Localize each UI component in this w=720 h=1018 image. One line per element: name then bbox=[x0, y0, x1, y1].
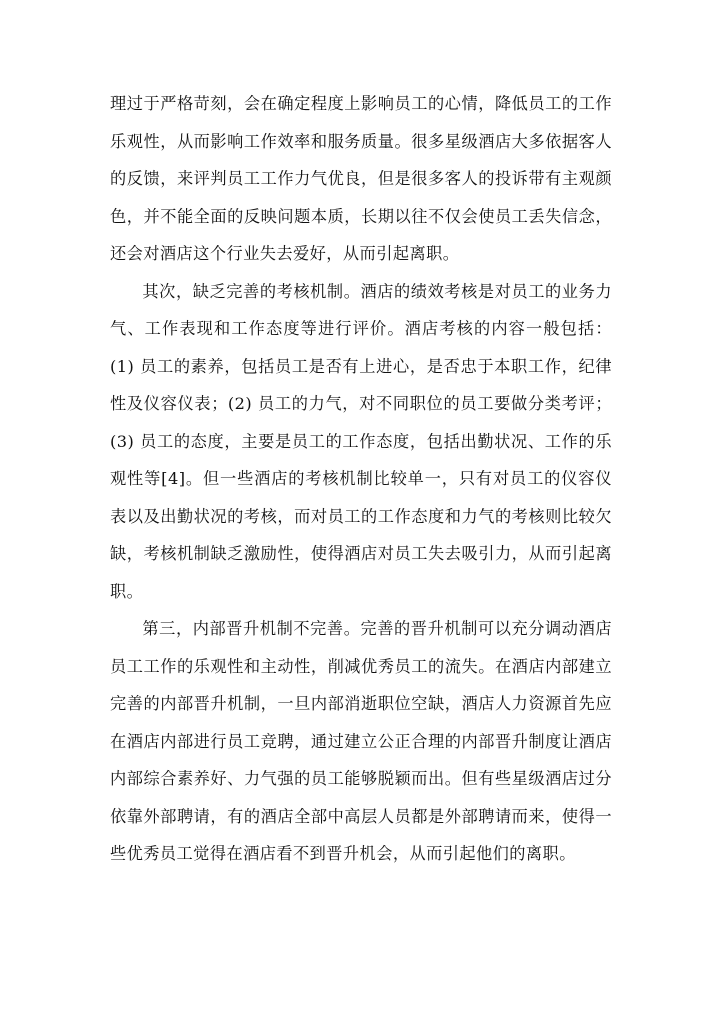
paragraph-assessment-mechanism: 其次，缺乏完善的考核机制。酒店的绩效考核是对员工的业务力气、工作表现和工作态度等进行评价。酒店考核的内容一般包括：(1) 员工的素养，包括员工是否有上进心，是否忠于本职工作，纪律性及仪容仪表；(2) 员工的力气，对不同职位的员工要做分类考评；(3) 员工的态度，主要是员工的工作态度，包括出勤状况、工作的乐观性等[4]。但一些酒店的考核机制比较单一，只有对员工的仪容仪表以及出勤状况的考核，而对员工的工作态度和力气的考核则比较欠缺，考核机制缺乏激励性，使得酒店对员工失去吸引力，从而引起离职。 bbox=[110, 281, 612, 601]
document-body bbox=[110, 85, 612, 873]
paragraph-continuation: 理过于严格苛刻，会在确定程度上影响员工的心情，降低员工的工作乐观性，从而影响工作效率和服务质量。很多星级酒店大多依据客人的反馈，来评判员工工作力气优良，但是很多客人的投诉带有主观颜色，并不能全面的反映问题本质，长期以往不仅会使员工丢失信念，还会对酒店这个行业失去爱好，从而引起离职。 bbox=[110, 94, 612, 263]
paragraph-promotion-mechanism: 第三，内部晋升机制不完善。完善的晋升机制可以充分调动酒店员工工作的乐观性和主动性，削减优秀员工的流失。在酒店内部建立完善的内部晋升机制，一旦内部消逝职位空缺，酒店人力资源首先应在酒店内部进行员工竞聘，通过建立公正合理的内部晋升制度让酒店内部综合素养好、力气强的员工能够脱颖而出。但有些星级酒店过分依靠外部聘请，有的酒店全部中高层人员都是外部聘请而来，使得一些优秀员工觉得在酒店看不到晋升机会，从而引起他们的离职。 bbox=[110, 619, 612, 863]
